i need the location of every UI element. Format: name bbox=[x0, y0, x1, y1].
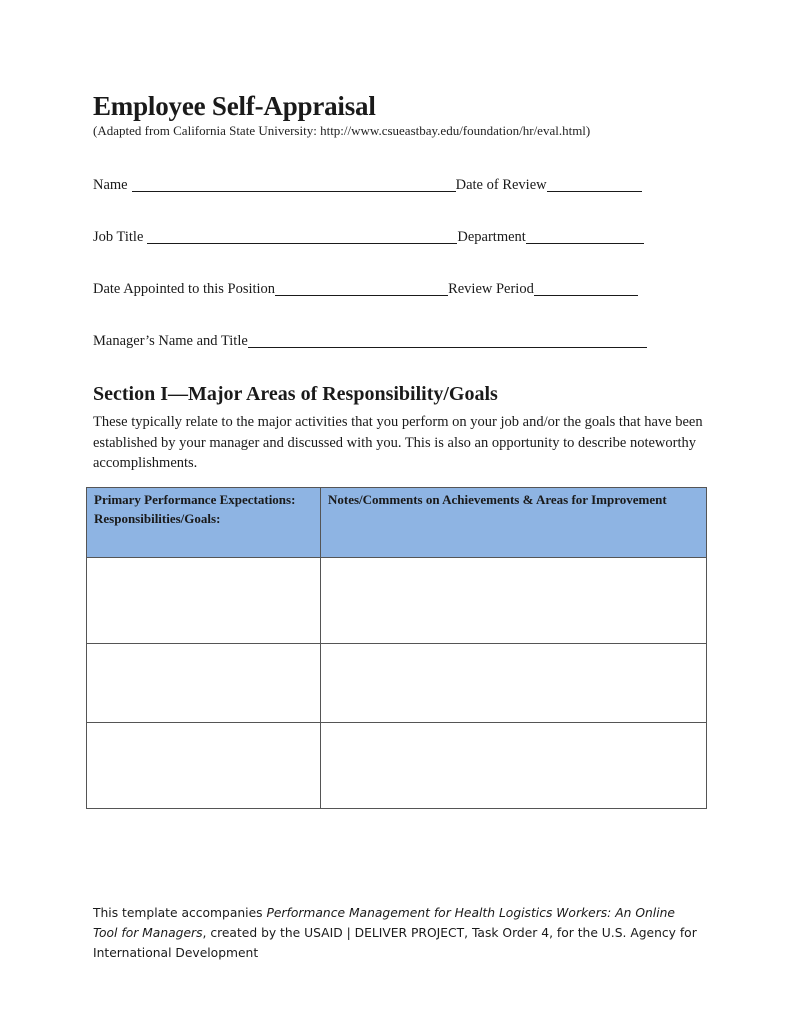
goals-table bbox=[86, 487, 707, 809]
name-review-row bbox=[93, 172, 652, 192]
table-row bbox=[87, 558, 707, 644]
name-field[interactable] bbox=[132, 177, 456, 192]
notes-cell[interactable] bbox=[321, 723, 707, 809]
source-citation: (Adapted from California State University: http://www.csueastbay.edu/foundation/hr/eval.html) bbox=[93, 123, 591, 138]
goals-column-header bbox=[87, 488, 321, 558]
table-header-row bbox=[87, 488, 707, 558]
department-field[interactable] bbox=[526, 229, 644, 244]
section-title: Section I—Major Areas of Responsibility/Goals bbox=[93, 383, 498, 405]
footer-note bbox=[93, 903, 703, 963]
name-label: Name bbox=[93, 176, 128, 193]
review-period-field[interactable] bbox=[534, 281, 638, 296]
review-period-label: Review Period bbox=[448, 280, 534, 297]
section-description: These typically relate to the major activities that you perform on your job and/or the goals that have been established by your manager and discussed with you. This is also an opportunity to describe noteworthy accomplishments. bbox=[93, 414, 703, 471]
notes-cell[interactable] bbox=[321, 644, 707, 723]
department-label: Department bbox=[457, 228, 526, 245]
date-of-review-field-extension[interactable] bbox=[597, 177, 642, 192]
manager-row bbox=[93, 328, 652, 348]
notes-cell[interactable] bbox=[321, 558, 707, 644]
table-row bbox=[87, 644, 707, 723]
goal-cell[interactable] bbox=[87, 723, 321, 809]
date-appointed-label: Date Appointed to this Position bbox=[93, 280, 276, 297]
notes-column-header: Notes/Comments on Achievements & Areas for Improvement bbox=[321, 488, 707, 558]
footer-publication-title: Performance Management for Health Logistics Workers: An Online Tool for Managers bbox=[93, 906, 675, 940]
job-title-field[interactable] bbox=[147, 229, 457, 244]
date-of-review-field[interactable] bbox=[547, 177, 597, 192]
goal-cell[interactable] bbox=[87, 644, 321, 723]
table-row bbox=[87, 723, 707, 809]
manager-name-title-label: Manager’s Name and Title bbox=[93, 332, 248, 349]
date-appointed-field[interactable] bbox=[275, 281, 448, 296]
goals-column-header-line2: Responsibilities/Goals: bbox=[94, 511, 221, 526]
goals-column-header-line1: Primary Performance Expectations: bbox=[94, 492, 296, 507]
footer-suffix: , created by the USAID | DELIVER PROJECT, Task Order 4, for the U.S. Agency for International Development bbox=[93, 926, 697, 960]
page-title: Employee Self-Appraisal bbox=[93, 91, 376, 121]
job-title-label: Job Title bbox=[93, 228, 144, 245]
appointed-period-row bbox=[93, 276, 652, 296]
footer-prefix: This template accompanies bbox=[93, 906, 267, 920]
date-of-review-label: Date of Review bbox=[455, 176, 547, 193]
manager-name-title-field[interactable] bbox=[248, 333, 647, 348]
goal-cell[interactable] bbox=[87, 558, 321, 644]
job-department-row bbox=[93, 224, 652, 244]
